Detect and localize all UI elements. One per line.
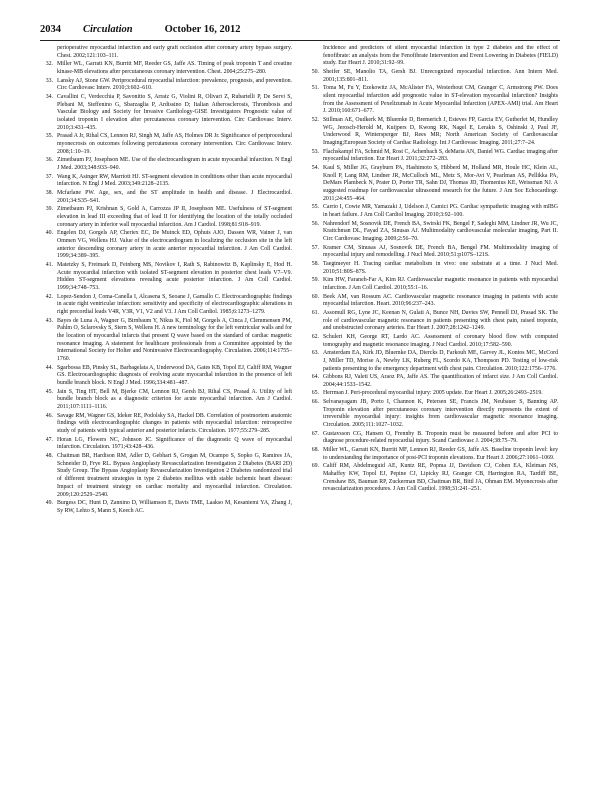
reference-text: Stillman AE, Oudkerk M, Bluemke D, Bremerich J, Esteves FP, Garcia EV, Gutberlet M, Hundley WG, Jerosch-Herold M, Kuijpers D, Kwong RK, Nagel E, Lerakis S, Oshinski J, Paul JF, Underwood R, Wintersperger BJ, Rees MR; North American Society of Cardiovascular Imaging;European Society of Cardiac Radiology. Int J Cardiovasc Imaging. 2011;27:7–24. [323, 117, 558, 147]
reference-number: 49. [45, 500, 53, 507]
reference-text: Zimetbaum PJ, Krishnan S, Gold A, Carrozza JP II, Josephson ME. Usefulness of ST-segment elevation in lead III exceeding that of lead II for identifying the location of the totally occluded coronary artery in inferior wall myocardial infarction. Am J Cardiol. 1998;81:918–919. [57, 206, 292, 228]
reference-number: 33. [45, 77, 53, 84]
reference-text: Carrio I, Cowie MR, Yamazaki J, Udelson J, Camici PG. Cardiac sympathetic imaging with mIBG in heart failure. J Am Coll Cardiol Imaging. 2010;3:92–100. [323, 204, 558, 219]
reference-number: 61. [311, 309, 319, 316]
reference-text: Prasad A Jr, Rihal CS, Lennon RJ, Singh M, Jaffe AS, Holmes DR Jr. Significance of periprocedural myonecrosis on outcomes following percutaneous coronary intervention. Circ Cardiovasc Interv. 2008;1:10–19. [57, 133, 292, 155]
reference-number: 46. [45, 412, 53, 419]
reference-number: 48. [45, 453, 53, 459]
journal-name: Circulation [83, 24, 133, 35]
reference-text: Matetzky S, Freimark D, Feinberg MS, Novikov I, Rath S, Rabinowitz B, Kaplinsky E, Hod H. Acute myocardial infarction with isolated ST-segment elevation in posterior chest leads V7–V9. Hidden ST-segment elevations revealing acute posterior infarction. J Am Coll Cardiol. 1999;34:748–753. [57, 261, 292, 291]
reference-entry [306, 431, 558, 446]
reference-text: Toma M, Fu Y, Ezekowitz JA, McAlister FA, Westerhout CM, Granger C, Armstrong PW. Does silent myocardial infarction add prognostic value in ST-elevation myocardial infarction? Insights from the Assessment of Pexelizumab in Acute Myocardial Infarction (APEX-AMI) trial. Am Heart J. 2010;160:671–677. [323, 85, 558, 115]
reference-text: Sgarbossa EB, Pinsky SL, Barbagelata A, Underwood DA, Gates KB, Topol EJ, Califf RM, Wagner GS. Electrocardiographic diagnosis of evolving acute myocardial infarction in the presence of left bundle branch block. N Engl J Med. 1996;334:481–487. [57, 364, 292, 387]
reference-number: 35. [45, 133, 53, 140]
reference-text: Herrman J. Peri-procedural myocardial injury: 2005 update. Eur Heart J. 2005;26:2493–2519. [323, 390, 543, 397]
reference-number: 52. [311, 117, 319, 123]
reference-text: Kramer CM, Sinusas AJ, Sosnovik DE, French BA, Bengel FM. Multimodality imaging of myocardial injury and remodelling. J Nucl Med. 2010;51:p107S–121S. [323, 244, 558, 259]
reference-text: Miller WL, Garratt KN, Burritt MF, Lennon RJ, Reeder GS, Jaffe AS. Baseline troponin level: key to understanding the importance of post-PCI troponin elevations. Eur Heart J. 2006;27:1061–1069. [323, 447, 558, 461]
reference-text: Burgess DC, Hunt D, Zannino D, Williamson E, Davis TME, Laakso M, Kesaniemi YA, Zhang J, Sy RW, Lehto S, Mann S, Keech AC. [57, 500, 292, 514]
reference-entry [306, 245, 558, 260]
reference-entry [306, 310, 558, 333]
reference-entry [40, 45, 292, 60]
reference-entry [40, 437, 292, 452]
reference-text: Miller WL, Garratt KN, Burritt MF, Reeder GS, Jaffe AS. Timing of peak troponin T and creatine kinase-MB elevations after percutaneous coronary intervention. Chest. 2004;25:275–280. [57, 61, 292, 75]
reference-entry [306, 69, 558, 84]
reference-text: Beek AM, van Rossum AC. Cardiovascular magnetic resonance imaging in patients with acute myocardial infarction. Heart. 2010;96:237–243. [323, 293, 558, 308]
reference-number: 56. [311, 220, 319, 227]
reference-text: Selvanayagam JB, Porto I, Channon K, Petersen SE, Francis JM, Neubauer S, Banning AP. Troponin elevation after percutaneous coronary intervention directly represents the extent of irreversible myocardial injury: insights from cardiovascular magnetic resonance imaging. Circulation. 2005;111:1027–1032. [323, 399, 558, 429]
reference-entry [306, 294, 558, 309]
reference-entry [40, 174, 292, 189]
reference-text: perioperative myocardial infarction and early graft occlusion after coronary artery bypass surgery. Chest. 2002;121:103–111. [57, 45, 292, 59]
reference-entry [306, 117, 558, 148]
reference-text: Sheifer SE, Manolio TA, Gersh BJ. Unrecognized myocardial infarction. Ann Intern Med. 2001;135:801–811. [323, 69, 558, 83]
reference-entry [306, 374, 558, 389]
reference-text: Wang K, Asinger RW, Marriott HJ. ST-segment elevation in conditions other than acute myocardial infarction. N Engl J Med. 2003;349:2128–2135. [57, 173, 292, 188]
reference-entry [306, 204, 558, 219]
reference-entry [40, 365, 292, 388]
references-left-column [40, 45, 292, 785]
reference-text: Kaul S, Miller JG, Grayburn PA, Hashimoto S, Hibberd M, Holland MR, Houle HC, Klein AL, Knoll P, Lang RM, Lindner JR, McCulloch ML, Metz S, Mor-Avi V, Pearlman AS, Pellikka PA, DeMars Plambeck N, Prater D, Porter TR, Sahn DJ, Thomas JD, Thomenius KE, Weissman NJ. A suggested roadmap for cardiovascular ultrasound research for the future. J Am Soc Echocardiogr. 2011;24:455–464. [323, 165, 558, 202]
reference-number: 62. [311, 333, 319, 340]
reference-number: 34. [45, 93, 53, 100]
reference-number: 43. [45, 317, 53, 324]
reference-number: 38. [45, 189, 53, 196]
reference-number: 50. [311, 69, 319, 75]
reference-text: Lansky AJ, Stone GW. Periprocedural myocardial infarction: prevalence, prognosis, and prevention. Circ Cardiovasc Interv. 2010;3:602–610. [57, 77, 292, 92]
reference-number: 47. [45, 436, 53, 443]
reference-number: 64. [311, 374, 319, 381]
reference-text: Lopez-Sendon J, Coma-Canella I, Alcasena S, Seoane J, Gamallo C. Electrocardiographic findings in acute right ventricular infarction: sensitivity and specificity of electrocardiographic alterations in right precordial leads V4R, V3R, V1, V2 and V3. J Am Coll Cardiol. 1985;6:1273–1279. [57, 293, 292, 315]
reference-number: 69. [311, 463, 319, 470]
reference-entry [40, 500, 292, 515]
reference-text: Schuleri KH, George RT, Lardo AC. Assessment of coronary blood flow with computed tomography and magnetic resonance imaging. J Nucl Cardiol. 2010;17:582–590. [323, 333, 558, 348]
reference-number: 51. [311, 85, 319, 92]
reference-entry [306, 277, 558, 292]
running-header [40, 24, 560, 38]
reference-entry [40, 413, 292, 436]
reference-text: Incidence and predictors of silent myocardial infarction in type 2 diabetes and the effect of fenofibrate: an analysis from the Fenofibrate Intervention and Event Lowering in Diabetes (FIELD) study. Eur Heart J. 2010;31:92–99. [323, 45, 558, 67]
reference-number: 55. [311, 204, 319, 211]
reference-entry [306, 165, 558, 204]
reference-text: Bayes de Luna A, Wagner G, Birnbaum Y, Nikus K, Fiol M, Gorgels A, Cinca J, Clemmensen PM, Pahlm O, Sclarovsky S, Stern S, Wellens H. A new terminology for the left ventricular walls and for the location of myocardial infarcts that present Q wave based on the standard of cardiac magnetic resonance imaging. A statement for healthcare professionals from a Committee appointed by the International Society for Holter and Noninvasive Electrocardiography. Circulation. 2006;114:1755–1760. [57, 317, 292, 363]
reference-entry [40, 94, 292, 133]
reference-text: Engelen DJ, Gorgels AP, Cheriex EC, De Muinck ED, Ophuis AJO, Dassen WR, Vainer J, van Ommen VG, Wellens HJ. Value of the electrocardiogram in localizing the occlusion site in the left anterior descending coronary artery in acute anterior myocardial infarction. J Am Coll Cardiol. 1999;34:389–395. [57, 230, 292, 260]
reference-number: 54. [311, 165, 319, 171]
reference-text: Gustavsson CG, Hansen O, Frennby B. Troponin must be measured before and after PCI to diagnose procedure-related myocardial injury. Scand Cardiovasc J. 2004;38:75–79. [323, 430, 558, 445]
reference-text: Horan LG, Flowers NC, Johnson JC. Significance of the diagnostic Q wave of myocardial infarction. Circulation. 1971;43:428–436. [57, 436, 292, 451]
reference-text: Zimetbaum PJ, Josephson ME. Use of the electrocardiogram in acute myocardial infarction. N Engl J Med. 2003;348:933–940. [57, 157, 292, 171]
reference-number: 36. [45, 157, 53, 164]
reference-number: 66. [311, 399, 319, 406]
reference-text: Taegtmeyer H. Tracing cardiac metabolism in vivo: one substrate at a time. J Nucl Med. 2010;51:80S–87S. [323, 261, 558, 275]
reference-entry [40, 318, 292, 364]
reference-entry [40, 230, 292, 261]
reference-entry [306, 399, 558, 430]
reference-text: Amsterdam EA, Kirk JD, Bluemke DA, Diercks D, Farkouh ME, Garvey JL, Kontos MC, McCord J, Miller TD, Morise A, Newby LK, Ruberg FL, Scordo KA, Thompson PD. Testing of low-risk patients presenting to the emergency department with chest pain. Circulation. 2010;122:1756–1776. [323, 350, 558, 372]
reference-entry [306, 390, 558, 398]
reference-text: Flachskampf FA, Schmid M, Rost C, Achenbach S, deMaria AN, Daniel WG. Cardiac imaging after myocardial infarction. Eur Heart J. 2011;32:272–283. [323, 148, 558, 163]
reference-entry [306, 85, 558, 116]
reference-entry [40, 157, 292, 172]
reference-text: Chaitman BR, Hardison RM, Adler D, Gebhart S, Grogan M, Ocampo S, Sopko G, Ramires JA, Schneider D, Frye RL. Bypass Angioplasty Revascularization Investigation 2 Diabetes (BARI 2D) Study Group. The Bypass Angioplasty Revascularization Investigation 2 Diabetes randomized trial of different treatment strategies in type 2 diabetes mellitus with stable ischemic heart disease: Impact of treatment strategy on cardiac mortality and myocardial infarction. Circulation. 2009;120:2529–2540. [57, 453, 292, 498]
reference-number: 65. [311, 390, 319, 397]
reference-entry [40, 206, 292, 229]
reference-number: 58. [311, 261, 319, 267]
reference-number: 68. [311, 447, 319, 454]
reference-text: Califf RM, Abdelmeguid AE, Kuntz RE, Popma JJ, Davidson CJ, Cohen EA, Kleiman NS, Mahaffey KW, Topol EJ, Pepine CJ, Lipicky RJ, Granger CB, Harrington RA, Tardiff BE, Crenshaw BS, Bauman RP, Zuckerman BD, Chaitman BR, Bittl JA, Ohman EM. Myonecrosis after revascularization procedures. J Am Coll Cardiol. 1998;31:241–251. [323, 463, 558, 493]
reference-entry [306, 45, 558, 68]
reference-text: Nahrendorf M, Sosnovik DE, French BA, Swirski FK, Bengel F, Sadeghi MM, Lindner JR, Wu JC, Kraitchman DL, Fayad ZA, Sinusas AJ. Multimodality cardiovascular molecular imaging, Part II. Circ Cardiovasc Imaging. 2009;2:56–70. [323, 220, 558, 243]
reference-entry [306, 261, 558, 276]
reference-text: Kim HW, Faraneh-Far A, Kim RJ. Cardiovascular magnetic resonance in patients with myocardial infarction. J Am Coll Cardiol. 2010;55:1–16. [323, 277, 558, 291]
reference-entry [306, 350, 558, 373]
page-number: 2034 [40, 24, 61, 35]
reference-number: 42. [45, 293, 53, 300]
reference-number: 41. [45, 261, 53, 268]
reference-entry [306, 447, 558, 462]
reference-text: Savage RM, Wagner GS, Ideker RE, Podolsky SA, Hackel DB. Correlation of postmortem anatomic findings with electrocardiographic changes in patients with myocardial infarction: retrospective study of patients with typical anterior and posterior infarcts. Circulation. 1977;55:279–285. [57, 412, 292, 435]
reference-number: 67. [311, 430, 319, 437]
reference-entry [40, 61, 292, 76]
reference-entry [306, 149, 558, 164]
header-rule [40, 40, 560, 41]
reference-number: 45. [45, 388, 53, 395]
reference-number: 37. [45, 173, 53, 180]
reference-entry [40, 453, 292, 499]
reference-number: 63. [311, 350, 319, 357]
reference-number: 60. [311, 293, 319, 300]
reference-entry [40, 190, 292, 205]
reference-entry [306, 463, 558, 494]
reference-text: Jain S, Ting HT, Bell M, Bjerke CM, Lennon RJ, Gersh BJ, Rihal CS, Prasad A. Utility of left bundle branch block as a diagnostic criterion for acute myocardial infarction. Am J Cardiol. 2011;107:1111–1116. [57, 388, 292, 411]
reference-entry [40, 294, 292, 317]
reference-number: 44. [45, 364, 53, 371]
reference-entry [40, 262, 292, 293]
reference-number: 57. [311, 244, 319, 251]
reference-text: Cavallini C, Verdecchia P, Savonitto S, Arraiz G, Violini R, Olivari Z, Rubartelli P, De Servi S, Plebani M, Steffenino G, Sbarzaglia P, Ardissino D; Italian Atherosclerosis, Thrombosis and Vascular Biology and Society for Invasive Cardiology-GISE Investigators Prognostic value of isolated troponin I elevation after percutaneous coronary intervention. Circ Cardiovasc Interv. 2010;3:431–435. [57, 93, 292, 131]
reference-text: Assomull RG, Lyne JC, Keenan N, Gulati A, Bunce NH, Davies SW, Pennell DJ, Prasad SK. The role of cardiovascular magnetic resonance in patients presenting with chest pain, raised troponin, and unobstructed coronary arteries. Eur Heart J. 2007;28:1242–1249. [323, 309, 558, 332]
reference-entry [306, 334, 558, 349]
reference-text: Gibbons RJ, Valeti US, Araoz PA, Jaffe AS. The quantification of infarct size. J Am Coll Cardiol. 2004;44:1533–1542. [323, 374, 558, 388]
reference-number: 53. [311, 148, 319, 155]
reference-entry [40, 389, 292, 412]
reference-number: 59. [311, 277, 319, 284]
reference-entry [40, 78, 292, 93]
reference-entry [306, 221, 558, 244]
reference-number: 39. [45, 206, 53, 213]
reference-entry [40, 133, 292, 156]
issue-date: October 16, 2012 [164, 24, 241, 35]
reference-number: 32. [45, 61, 53, 68]
references-right-column [306, 45, 558, 785]
reference-number: 40. [45, 230, 53, 237]
reference-text: Mcfarlane PW. Age, sex, and the ST amplitude in health and disease. J Electrocardiol. 2001;34:S35–S41. [57, 189, 292, 204]
